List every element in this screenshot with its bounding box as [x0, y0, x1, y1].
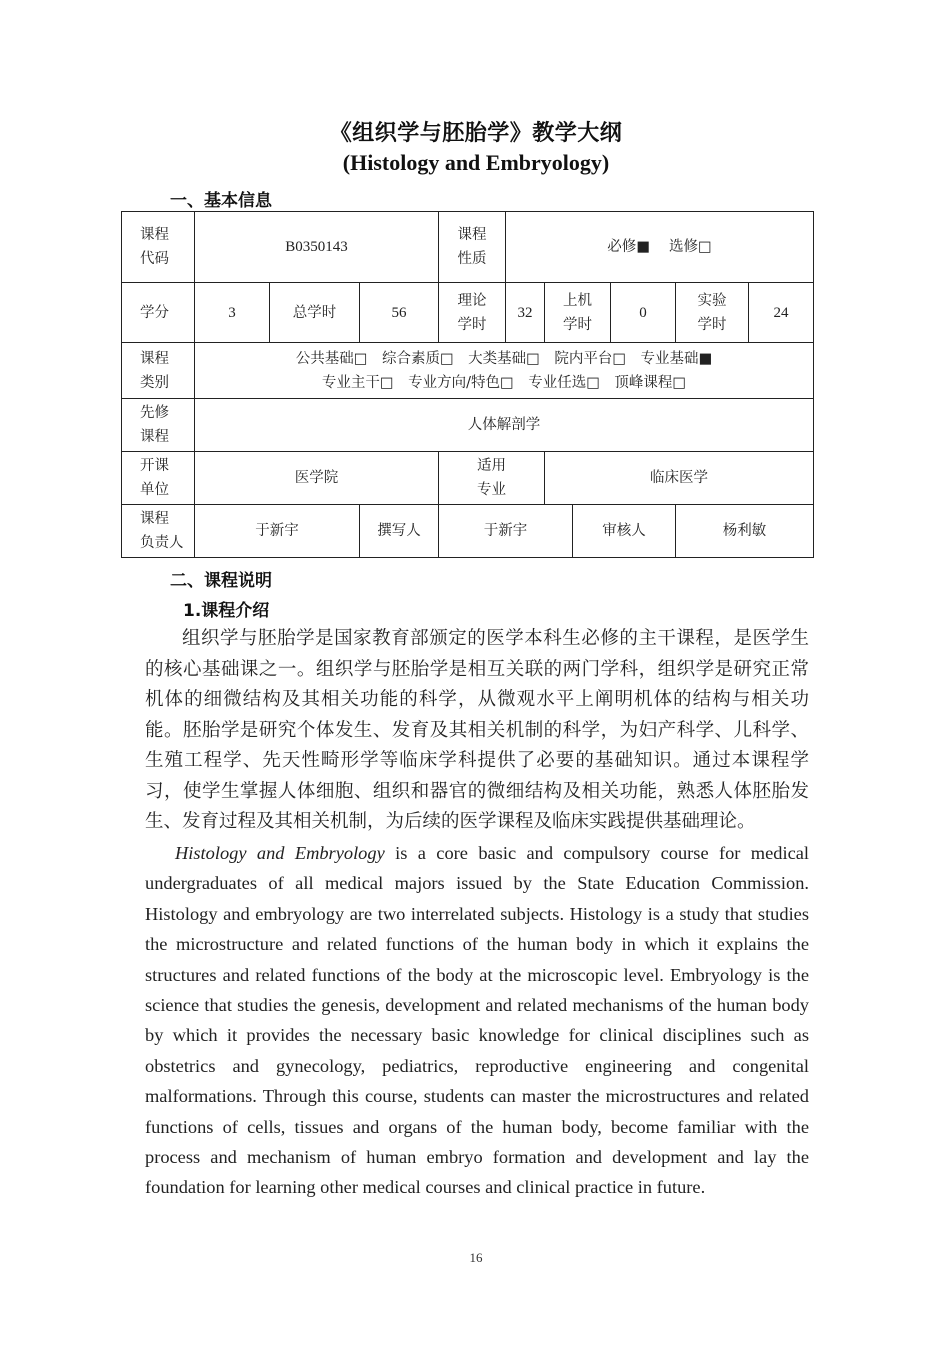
course-code-label: 课程 代码 — [122, 212, 195, 283]
course-intro-english-text: is a core basic and compulsory course for medical undergraduates of all medical majors issued by the State Education Commission. Histology and embryology are two interrelated subjects. Histology is a study that studies the microstructure and related functions of the human body in which it explains the structures and related functions of the body at the microscopic level. Embryology is the science that studies the genesis, development and related mechanisms of the human body by which it provides the necessary basic knowledge for clinical disciplines such as obstetrics and gynecology, pediatrics, reproductive engineering and congenital malformations. Through this course, students can master the microstructures and related functions of cells, tissues and organs of the human body, become familiar with the process and mechanism of human embryo formation and development and lay the foundation for learning other medical courses and clinical practice in future. — [145, 843, 810, 1198]
writer-label: 撰写人 — [360, 505, 439, 558]
course-nature-label: 课程 性质 — [439, 212, 506, 283]
document-subtitle: (Histology and Embryology) — [342, 150, 610, 175]
course-name-italic: Histology and Embryology — [175, 843, 385, 863]
reviewer-value: 杨利敏 — [676, 505, 814, 558]
total-hours-label: 总学时 — [270, 283, 360, 343]
course-nature-value: 必修■ 选修□ — [506, 212, 814, 283]
lab-hours-label: 实验 学时 — [676, 283, 749, 343]
theory-hours-label: 理论 学时 — [439, 283, 506, 343]
credit-label: 学分 — [122, 283, 195, 343]
owner-value: 于新宇 — [195, 505, 360, 558]
major-value: 临床医学 — [545, 452, 814, 505]
computer-hours-value: 0 — [611, 283, 676, 343]
credit-value: 3 — [195, 283, 270, 343]
prerequisite-label: 先修 课程 — [122, 399, 195, 452]
document-title: 《组织学与胚胎学》教学大纲 — [329, 120, 623, 146]
category-label: 课程 类别 — [122, 343, 195, 399]
writer-value: 于新宇 — [439, 505, 573, 558]
section-heading-course-description: 二、课程说明 — [170, 571, 272, 591]
page-number: 16 — [469, 1250, 483, 1265]
reviewer-label: 审核人 — [573, 505, 676, 558]
department-label: 开课 单位 — [122, 452, 195, 505]
table-row — [122, 283, 814, 343]
prerequisite-value: 人体解剖学 — [195, 399, 814, 452]
category-options-line1: 公共基础□ 综合素质□ 大类基础□ 院内平台□ 专业基础■ — [295, 350, 713, 367]
theory-hours-value: 32 — [506, 283, 545, 343]
subsection-heading-course-intro: 1.课程介绍 — [183, 601, 270, 621]
table-row — [122, 343, 814, 399]
department-value: 医学院 — [195, 452, 439, 505]
basic-info-table — [121, 211, 814, 558]
total-hours-value: 56 — [360, 283, 439, 343]
table-row — [122, 399, 814, 452]
owner-label: 课程 负责人 — [122, 505, 195, 558]
course-intro-chinese: 组织学与胚胎学是国家教育部颁定的医学本科生必修的主干课程，是医学生的核心基础课之一。组织学与胚胎学是相互关联的两门学科，组织学是研究正常机体的细微结构及其相关功能的科学，从微观水平上阐明机体的结构与相关功能。胚胎学是研究个体发生、发育及其相关机制的科学，为妇产科学、儿科学、生殖工程学、先天性畸形学等临床学科提供了必要的基础知识。通过本课程学习，使学生掌握人体细胞、组织和器官的微细结构及相关功能，熟悉人体胚胎发生、发育过程及其相关机制，为后续的医学课程及临床实践提供基础理论。 — [145, 628, 809, 832]
course-code-value: B0350143 — [195, 212, 439, 283]
course-intro-english — [145, 838, 809, 1203]
lab-hours-value: 24 — [749, 283, 814, 343]
category-options-line2: 专业主干□ 专业方向/特色□ 专业任选□ 顶峰课程□ — [321, 374, 687, 391]
table-row — [122, 505, 814, 558]
category-options — [195, 343, 814, 399]
computer-hours-label: 上机 学时 — [545, 283, 611, 343]
major-label: 适用 专业 — [439, 452, 545, 505]
table-row — [122, 212, 814, 283]
table-row — [122, 452, 814, 505]
section-heading-basic-info: 一、基本信息 — [170, 191, 272, 211]
